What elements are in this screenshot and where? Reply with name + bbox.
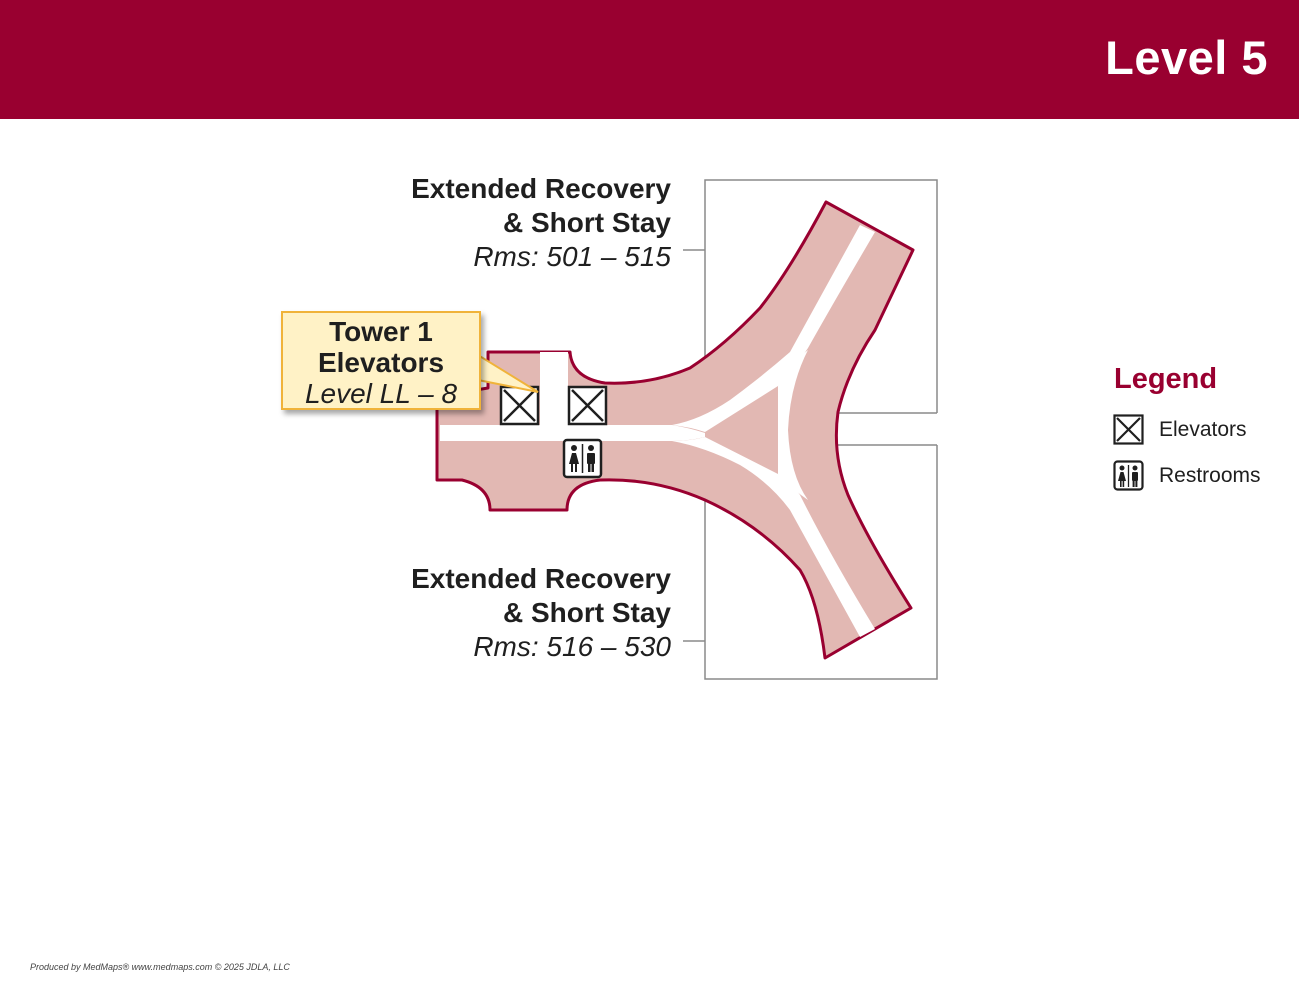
elevator-icon bbox=[569, 387, 606, 424]
callout-line2: Elevators bbox=[317, 347, 445, 378]
corridor-elevator-lobby bbox=[540, 352, 568, 425]
zone-rooms: Rms: 501 – 515 bbox=[473, 241, 671, 272]
callout-line3: Level LL – 8 bbox=[304, 378, 458, 409]
legend-label: Elevators bbox=[1159, 418, 1247, 441]
elevator-icon bbox=[1113, 414, 1145, 446]
zone-name-line2: & Short Stay bbox=[502, 207, 671, 238]
footer-credit: Produced by MedMaps® www.medmaps.com © 2025 JDLA, LLC bbox=[30, 962, 290, 972]
page-title: Level 5 bbox=[1105, 31, 1268, 84]
zone-name-line1: Extended Recovery bbox=[411, 173, 671, 204]
zone-name-line2: & Short Stay bbox=[502, 597, 671, 628]
legend-item-elevators bbox=[1113, 414, 1293, 446]
zone-label-lower bbox=[411, 562, 671, 664]
callout-line1: Tower 1 bbox=[329, 316, 433, 347]
elevator-callout bbox=[281, 311, 481, 410]
legend-title: Legend bbox=[1114, 363, 1218, 395]
zone-label-upper bbox=[411, 172, 671, 274]
zone-rooms: Rms: 516 – 530 bbox=[473, 631, 671, 662]
restroom-icon bbox=[564, 440, 601, 477]
corridor-horizontal bbox=[440, 425, 705, 441]
restroom-icon bbox=[1113, 460, 1145, 492]
legend-label: Restrooms bbox=[1159, 464, 1261, 487]
elevator-icon bbox=[501, 387, 538, 424]
zone-name-line1: Extended Recovery bbox=[411, 563, 671, 594]
legend-item-restrooms bbox=[1113, 460, 1293, 492]
